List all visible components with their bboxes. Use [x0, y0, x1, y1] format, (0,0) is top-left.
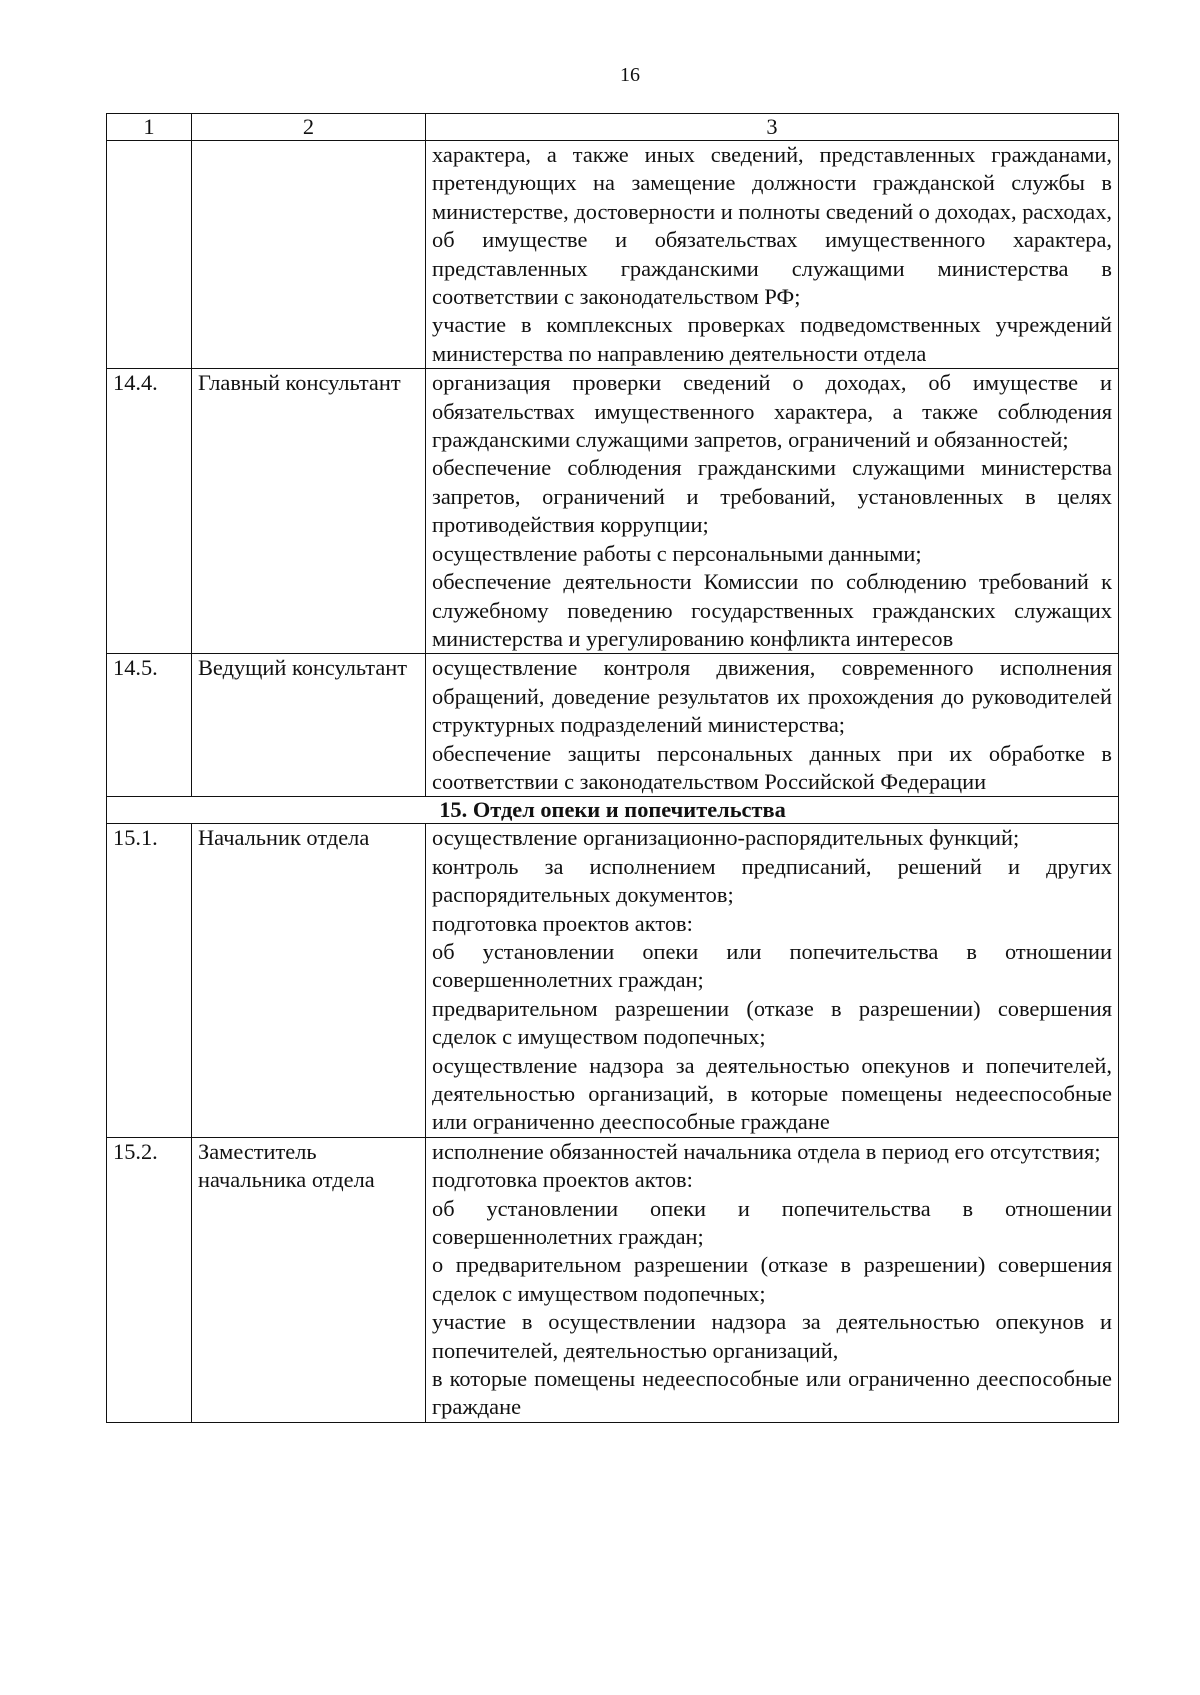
position-title: Заместитель начальника отдела: [192, 1137, 426, 1422]
duties-cell: [426, 654, 1119, 797]
duty-item: осуществление организационно-распорядительных функций;: [432, 825, 1020, 851]
duty-item: об установлении опеки и попечительства в отношении совершеннолетних граждан;: [432, 1195, 1112, 1250]
column-header-2: 2: [192, 114, 426, 141]
position-title: [192, 141, 426, 369]
duty-item: предварительном разрешении (отказе в разрешении) совершения сделок с имуществом подопечных;: [432, 995, 1112, 1050]
table-row: [107, 1137, 1119, 1422]
row-number: 15.1.: [107, 824, 192, 1137]
duties-cell: [426, 141, 1119, 369]
table-row: [107, 141, 1119, 369]
row-number: 14.4.: [107, 369, 192, 654]
position-title: Ведущий консультант: [192, 654, 426, 797]
duties-cell: [426, 369, 1119, 654]
table-row: [107, 654, 1119, 797]
duty-item: в которые помещены недееспособные или ограниченно дееспособные граждане: [432, 1366, 1112, 1420]
table-row: [107, 369, 1119, 654]
duty-item: контроль за исполнением предписаний, решений и других распорядительных документов;: [432, 853, 1112, 908]
duty-item: осуществление надзора за деятельностью опекунов и попечителей, деятельностью организаций, в которые помещены недееспособные или ограниченно дееспособные граждане: [432, 1052, 1112, 1135]
duty-item: подготовка проектов актов:: [432, 1167, 693, 1193]
position-title: Главный консультант: [192, 369, 426, 654]
section-header-row: [107, 797, 1119, 824]
duty-item: об установлении опеки или попечительства в отношении совершеннолетних граждан;: [432, 938, 1112, 993]
position-title: Начальник отдела: [192, 824, 426, 1137]
duties-cell: [426, 824, 1119, 1137]
section-title: 15. Отдел опеки и попечительства: [107, 797, 1119, 824]
duty-item: участие в осуществлении надзора за деятельностью опекунов и попечителей, деятельностью организаций,: [432, 1309, 1112, 1363]
duty-item: осуществление работы с персональными данными;: [432, 540, 922, 566]
page-number: 16: [620, 64, 640, 86]
duty-item: обеспечение деятельности Комиссии по соблюдению требований к служебному поведению государственных гражданских служащих министерства и урегулированию конфликта интересов: [432, 569, 1112, 651]
duty-item: участие в комплексных проверках подведомственных учреждений министерства по направлению деятельности отдела: [432, 312, 1112, 366]
row-number: [107, 141, 192, 369]
duty-item: осуществление контроля движения, современного исполнения обращений, доведение результатов их прохождения до руководителей структурных подразделений министерства;: [432, 655, 1112, 738]
duty-item: характера, а также иных сведений, представленных гражданами, претендующих на замещение должности гражданской службы в министерстве, достоверности и полноты сведений о доходах, расходах, об имуществе и обязательствах имущественного характера, представленных гражданскими служащими министерства в соответствии с законодательством РФ;: [432, 142, 1112, 310]
row-number: 15.2.: [107, 1137, 192, 1422]
duty-item: обеспечение соблюдения гражданскими служащими министерства запретов, ограничений и требований, установленных в целях противодействия коррупции;: [432, 455, 1112, 538]
duty-item: исполнение обязанностей начальника отдела в период его отсутствия;: [432, 1138, 1101, 1164]
column-header-3: 3: [426, 114, 1119, 141]
duties-cell: [426, 1137, 1119, 1422]
table-header-row: [107, 114, 1119, 141]
row-number: 14.5.: [107, 654, 192, 797]
duties-table: [106, 113, 1119, 1423]
duty-item: подготовка проектов актов:: [432, 910, 693, 936]
table-row: [107, 824, 1119, 1137]
duty-item: организация проверки сведений о доходах, об имуществе и обязательствах имущественного характера, а также соблюдения гражданскими служащими запретов, ограничений и обязанностей;: [432, 370, 1112, 453]
duty-item: о предварительном разрешении (отказе в разрешении) совершения сделок с имуществом подопечных;: [432, 1252, 1112, 1306]
duty-item: обеспечение защиты персональных данных при их обработке в соответствии с законодательством Российской Федерации: [432, 740, 1112, 794]
column-header-1: 1: [107, 114, 192, 141]
